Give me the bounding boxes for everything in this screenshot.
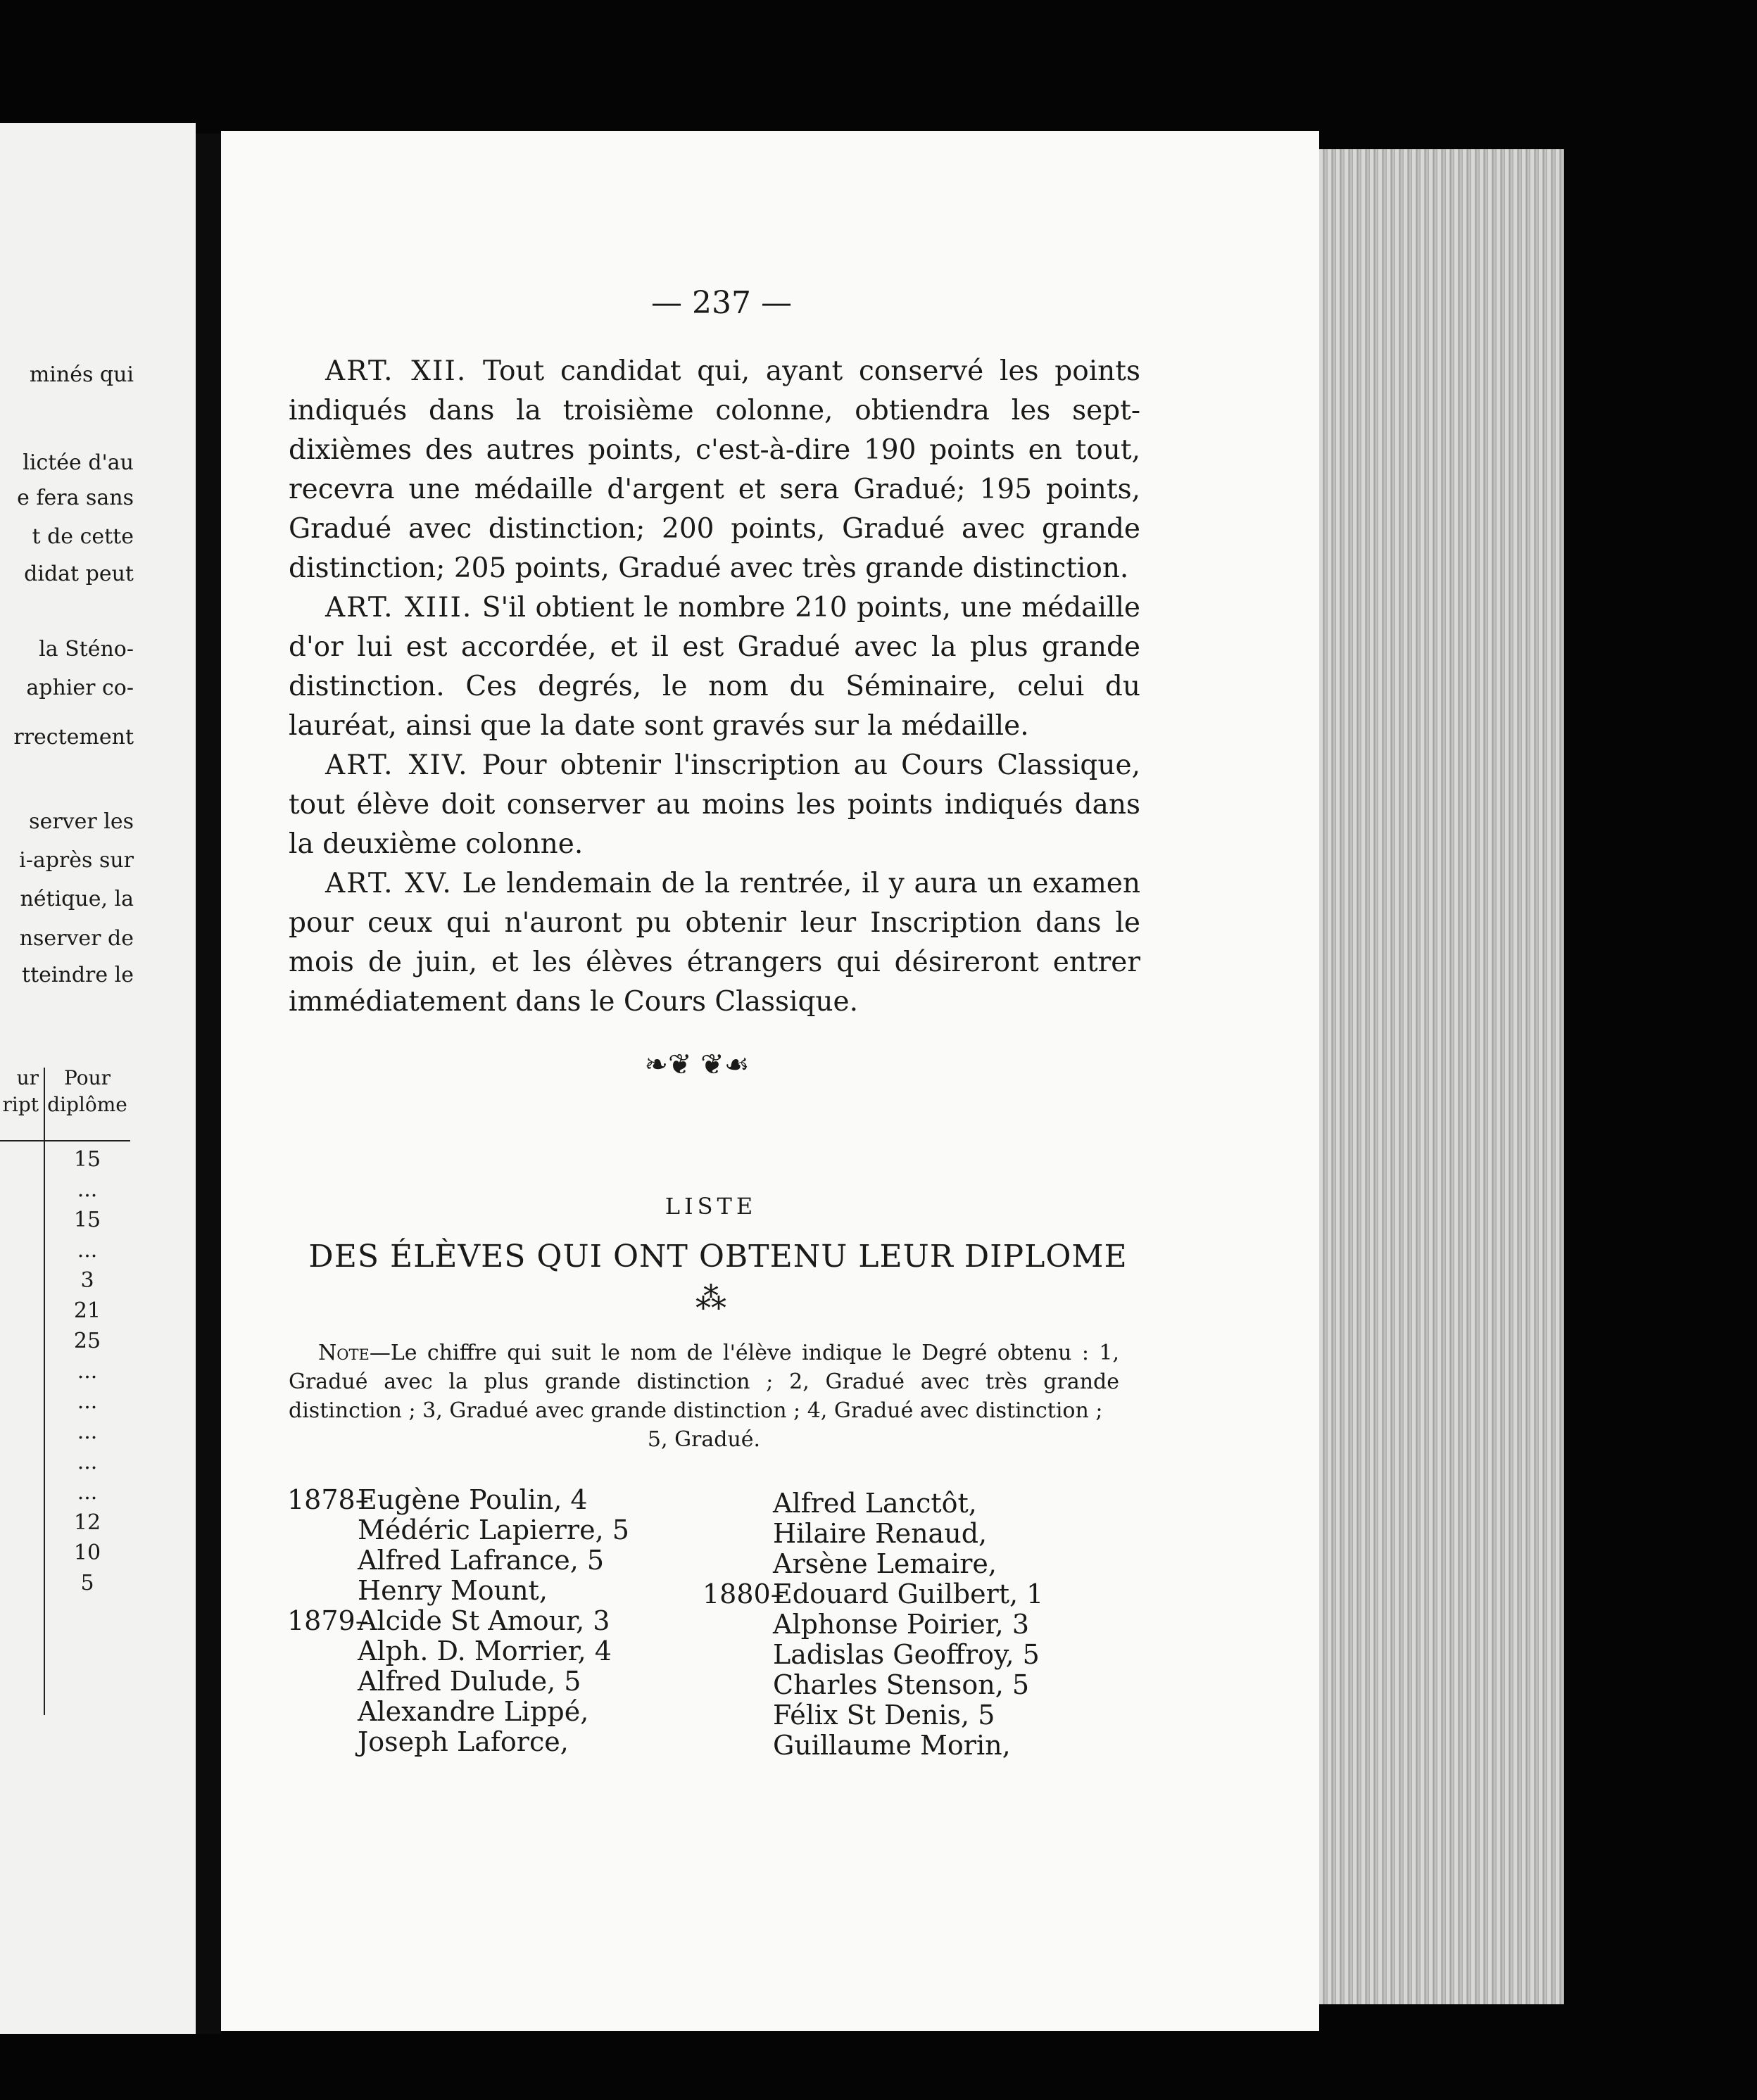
list-name: Alfred Lanctôt, [773,1488,977,1519]
list-year: 1879– [287,1605,369,1636]
table-value: ... [77,1450,98,1474]
left-fragment-line: i-après sur [19,848,134,873]
list-item [287,1727,629,1757]
list-name: Charles Stenson, 5 [773,1669,1030,1700]
left-fragment-line: e fera sans [17,486,134,510]
page-edges [1319,149,1564,2004]
left-table [0,1059,134,1608]
table-value: 25 [73,1329,101,1353]
list-item [703,1579,1043,1609]
list-name: Alph. D. Morrier, 4 [358,1636,612,1666]
table-value: 12 [73,1510,101,1535]
table-value: ... [77,1359,98,1384]
list-heading-main: DES ÉLÈVES QUI ONT OBTENU LEUR DIPLOME [308,1239,1128,1274]
left-fragment-line: aphier co- [26,676,134,700]
left-fragment-line: rrectement [13,725,134,749]
table-header-right: Pour diplôme [47,1066,127,1116]
table-value: 15 [73,1208,101,1232]
left-fragment-line: la Sténo- [39,637,134,662]
list-heading-small: LISTE [665,1193,757,1220]
left-fragment-line: didat peut [24,562,134,586]
list-item [287,1576,629,1606]
list-item [287,1545,629,1576]
list-name: Alcide St Amour, 3 [358,1605,610,1636]
list-year: 1880– [703,1579,784,1609]
list-name: Edouard Guilbert, 1 [773,1579,1044,1609]
list-name: Ladislas Geoffroy, 5 [773,1639,1040,1670]
table-value: ... [77,1480,98,1505]
list-name: Médéric Lapierre, 5 [358,1514,629,1545]
left-fragment-line: tteindre le [22,963,134,987]
table-header-left: ur ript [2,1066,39,1116]
table-value: ... [77,1389,98,1414]
list-item [703,1640,1043,1670]
table-value: 15 [73,1147,101,1172]
list-year: 1878– [287,1484,369,1515]
list-name: Alfred Dulude, 5 [358,1666,581,1697]
list-item [703,1609,1043,1640]
list-item [287,1636,629,1666]
left-fragment-line: lictée d'au [23,450,134,475]
table-value: ... [77,1419,98,1444]
left-fragment-line: t de cette [32,524,134,549]
book-gutter [196,134,221,2034]
list-name: Félix St Denis, 5 [773,1700,995,1731]
page-number: — 237 — [651,285,792,321]
article-13: ART. XIII. S'il obtient le nombre 210 points, une médaille d'or lui est accordée, et il est Gradué avec la plus grande distinction. Ces degrés, le nom du Séminaire, celui du lauréat, ainsi que la date sont gravés sur la médaille. [289,592,1140,742]
list-item [287,1697,629,1727]
list-item [703,1670,1043,1700]
list-item [703,1549,1043,1579]
list-item [287,1666,629,1697]
ornament-divider: ❧❦ ❦☙ [644,1049,750,1081]
table-value: 5 [80,1571,94,1595]
list-name: Alfred Lafrance, 5 [358,1545,605,1576]
articles-block [289,352,1140,1022]
table-value: ... [77,1238,98,1263]
left-fragment-line: nserver de [19,926,134,951]
graduates-list-left [287,1485,629,1757]
left-fragment-line: minés qui [29,362,134,387]
list-name: Alexandre Lippé, [358,1696,589,1727]
article-14: ART. XIV. Pour obtenir l'inscription au Cours Classique, tout élève doit conserver au moins les points indiqués dans la deuxième colonne. [289,749,1140,860]
table-value: 10 [73,1541,101,1565]
list-name: Arsène Lemaire, [773,1548,997,1579]
list-item [703,1519,1043,1549]
graduates-list-right [703,1488,1043,1761]
ornament-star: ⁂ [695,1281,726,1317]
list-name: Henry Mount, [358,1575,548,1606]
article-15: ART. XV. Le lendemain de la rentrée, il y aura un examen pour ceux qui n'auront pu obtenir leur Inscription dans le mois de juin, et les élèves étrangers qui désireront entrer immédiatement dans le Cours Classique. [289,868,1140,1018]
note-last-line: 5, Gradué. [647,1427,761,1452]
note-block: Note—Le chiffre qui suit le nom de l'élève indique le Degré obtenu : 1, Gradué avec la plus grande distinction ; 2, Gradué avec très grande distinction ; 3, Gradué avec grande distinction ; 4, Gradué avec distinction ; 5, Gradué. [289,1339,1119,1454]
list-item [287,1485,629,1515]
list-item [703,1488,1043,1519]
left-fragment-line: server les [29,809,134,834]
table-value: 21 [73,1298,101,1323]
list-item [287,1606,629,1636]
list-name: Alphonse Poirier, 3 [773,1609,1030,1640]
table-value: 3 [80,1268,94,1293]
list-item [703,1731,1043,1761]
list-item [703,1700,1043,1731]
list-item [287,1515,629,1545]
table-value: ... [77,1177,98,1202]
list-name: Hilaire Renaud, [773,1518,988,1549]
list-name: Joseph Laforce, [358,1726,569,1757]
list-name: Eugène Poulin, 4 [358,1484,588,1515]
list-name: Guillaume Morin, [773,1730,1011,1761]
article-12: ART. XII. Tout candidat qui, ayant conservé les points indiqués dans la troisième colonne, obtiendra les sept-dixièmes des autres points, c'est-à-dire 190 points en tout, recevra une médaille d'argent et sera Gradué; 195 points, Gradué avec distinction; 200 points, Gradué avec grande distinction; 205 points, Gradué avec très grande distinction. [289,355,1140,584]
left-fragment-line: nétique, la [20,887,134,911]
